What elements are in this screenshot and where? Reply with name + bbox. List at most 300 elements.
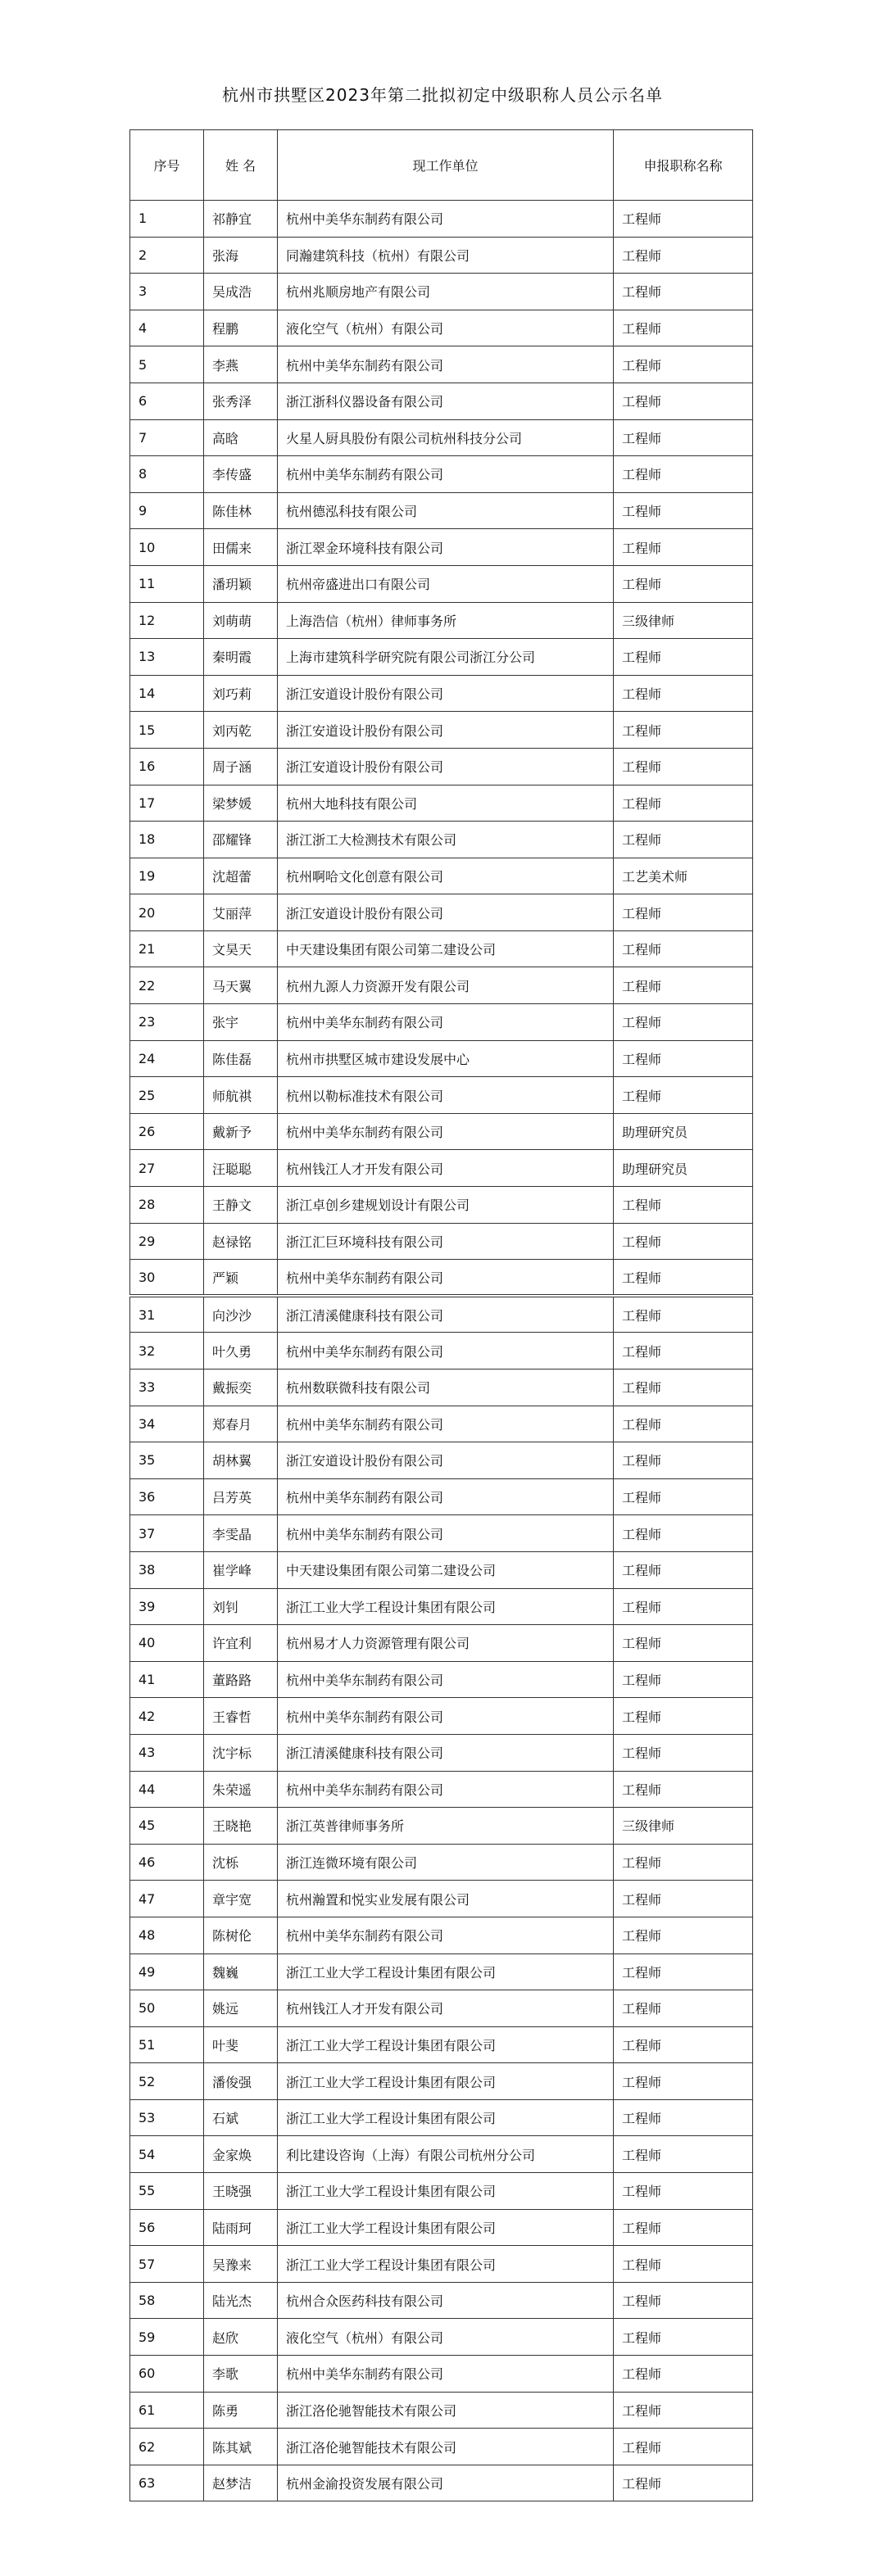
cell-employer: 浙江英普律师事务所: [278, 1808, 614, 1845]
cell-employer: 杭州帝盛进出口有限公司: [278, 565, 614, 602]
cell-employer: 杭州合众医药科技有限公司: [278, 2282, 614, 2319]
cell-index: 49: [130, 1954, 204, 1990]
table-row: [130, 1077, 753, 1114]
cell-name: 秦明霞: [204, 639, 278, 676]
table-row: [130, 274, 753, 310]
cell-name: 戴新予: [204, 1113, 278, 1150]
cell-name: 胡林翼: [204, 1442, 278, 1479]
table-row: [130, 712, 753, 749]
table-row: [130, 2465, 753, 2501]
cell-index: 42: [130, 1698, 204, 1735]
cell-name: 师航祺: [204, 1077, 278, 1114]
cell-employer: 杭州金渝投资发展有限公司: [278, 2465, 614, 2501]
table-row: [130, 237, 753, 274]
cell-employer: 浙江工业大学工程设计集团有限公司: [278, 2099, 614, 2136]
cell-title: 工程师: [614, 565, 753, 602]
cell-index: 34: [130, 1406, 204, 1442]
table-row: [130, 639, 753, 676]
cell-name: 沈超蕾: [204, 858, 278, 894]
cell-employer: 浙江洛伦驰智能技术有限公司: [278, 2392, 614, 2429]
cell-title: 工程师: [614, 310, 753, 346]
cell-title: 工程师: [614, 967, 753, 1004]
cell-name: 王静文: [204, 1187, 278, 1224]
cell-name: 陈树伦: [204, 1917, 278, 1954]
cell-name: 陆光杰: [204, 2282, 278, 2319]
table-row: [130, 565, 753, 602]
table-row: [130, 346, 753, 383]
cell-index: 16: [130, 748, 204, 785]
cell-index: 52: [130, 2063, 204, 2100]
cell-index: 24: [130, 1040, 204, 1077]
table-row: [130, 785, 753, 822]
cell-name: 张秀泽: [204, 383, 278, 419]
cell-title: 工程师: [614, 2209, 753, 2246]
cell-name: 马天翼: [204, 967, 278, 1004]
cell-employer: 杭州中美华东制药有限公司: [278, 1333, 614, 1369]
table-row: [130, 1296, 753, 1333]
cell-title: 三级律师: [614, 602, 753, 639]
cell-employer: 杭州中美华东制药有限公司: [278, 1406, 614, 1442]
cell-employer: 浙江工业大学工程设计集团有限公司: [278, 1588, 614, 1625]
cell-name: 祁静宜: [204, 201, 278, 238]
cell-index: 60: [130, 2356, 204, 2393]
cell-title: 工程师: [614, 492, 753, 529]
table-body: [130, 201, 753, 2501]
cell-name: 石斌: [204, 2099, 278, 2136]
cell-name: 刘巧莉: [204, 675, 278, 712]
cell-name: 金家焕: [204, 2136, 278, 2173]
cell-employer: 杭州中美华东制药有限公司: [278, 1515, 614, 1552]
cell-employer: 杭州钱江人才开发有限公司: [278, 1150, 614, 1187]
cell-employer: 杭州中美华东制药有限公司: [278, 2356, 614, 2393]
cell-name: 朱荣遥: [204, 1771, 278, 1808]
cell-name: 赵梦洁: [204, 2465, 278, 2501]
cell-title: 工程师: [614, 2173, 753, 2210]
cell-name: 张海: [204, 237, 278, 274]
cell-employer: 上海浩信（杭州）律师事务所: [278, 602, 614, 639]
cell-index: 22: [130, 967, 204, 1004]
cell-index: 20: [130, 894, 204, 931]
cell-title: 工程师: [614, 1187, 753, 1224]
cell-employer: 浙江工业大学工程设计集团有限公司: [278, 2173, 614, 2210]
cell-name: 董路路: [204, 1661, 278, 1698]
cell-index: 31: [130, 1296, 204, 1333]
table-row: [130, 383, 753, 419]
cell-name: 刘丙乾: [204, 712, 278, 749]
cell-title: 工程师: [614, 383, 753, 419]
cell-index: 43: [130, 1734, 204, 1771]
table-row: [130, 1625, 753, 1662]
cell-employer: 利比建设咨询（上海）有限公司杭州分公司: [278, 2136, 614, 2173]
cell-name: 邵耀锋: [204, 822, 278, 858]
cell-employer: 杭州以勒标准技术有限公司: [278, 1077, 614, 1114]
cell-title: 工程师: [614, 1844, 753, 1881]
cell-name: 李传盛: [204, 456, 278, 493]
cell-title: 工艺美术师: [614, 858, 753, 894]
cell-employer: 中天建设集团有限公司第二建设公司: [278, 1551, 614, 1588]
table-row: [130, 1187, 753, 1224]
cell-title: 工程师: [614, 1333, 753, 1369]
table-row: [130, 2209, 753, 2246]
cell-index: 1: [130, 201, 204, 238]
cell-index: 11: [130, 565, 204, 602]
cell-name: 田儒来: [204, 529, 278, 566]
cell-name: 姚远: [204, 1990, 278, 2027]
table-row: [130, 1369, 753, 1406]
cell-title: 工程师: [614, 1369, 753, 1406]
cell-title: 工程师: [614, 1296, 753, 1333]
cell-name: 向沙沙: [204, 1296, 278, 1333]
cell-name: 李燕: [204, 346, 278, 383]
table-row: [130, 1004, 753, 1041]
cell-name: 许宜利: [204, 1625, 278, 1662]
table-row: [130, 748, 753, 785]
cell-employer: 浙江卓创乡建规划设计有限公司: [278, 1187, 614, 1224]
cell-index: 18: [130, 822, 204, 858]
table-row: [130, 2026, 753, 2063]
cell-title: 工程师: [614, 639, 753, 676]
table-row: [130, 310, 753, 346]
table-row: [130, 1113, 753, 1150]
table-row: [130, 2429, 753, 2465]
table-row: [130, 1333, 753, 1369]
cell-index: 27: [130, 1150, 204, 1187]
table-row: [130, 894, 753, 931]
cell-name: 严颖: [204, 1260, 278, 1297]
cell-name: 戴振奕: [204, 1369, 278, 1406]
cell-index: 10: [130, 529, 204, 566]
cell-index: 48: [130, 1917, 204, 1954]
cell-employer: 杭州中美华东制药有限公司: [278, 1260, 614, 1297]
cell-title: 工程师: [614, 785, 753, 822]
cell-index: 38: [130, 1551, 204, 1588]
cell-title: 工程师: [614, 2026, 753, 2063]
cell-employer: 杭州瀚置和悦实业发展有限公司: [278, 1881, 614, 1917]
header-title: 申报职称名称: [614, 130, 753, 201]
cell-employer: 杭州易才人力资源管理有限公司: [278, 1625, 614, 1662]
cell-index: 45: [130, 1808, 204, 1845]
cell-employer: 浙江清溪健康科技有限公司: [278, 1734, 614, 1771]
cell-index: 33: [130, 1369, 204, 1406]
table-row: [130, 1040, 753, 1077]
cell-title: 工程师: [614, 201, 753, 238]
table-row: [130, 419, 753, 456]
cell-title: 工程师: [614, 2392, 753, 2429]
cell-index: 55: [130, 2173, 204, 2210]
cell-employer: 浙江工业大学工程设计集团有限公司: [278, 2246, 614, 2283]
cell-name: 赵欣: [204, 2319, 278, 2356]
table-row: [130, 1551, 753, 1588]
cell-title: 工程师: [614, 822, 753, 858]
cell-title: 工程师: [614, 1881, 753, 1917]
table-row: [130, 529, 753, 566]
cell-employer: 杭州中美华东制药有限公司: [278, 201, 614, 238]
cell-employer: 杭州中美华东制药有限公司: [278, 1478, 614, 1515]
cell-name: 沈栎: [204, 1844, 278, 1881]
cell-title: 助理研究员: [614, 1113, 753, 1150]
cell-title: 工程师: [614, 2282, 753, 2319]
cell-index: 2: [130, 237, 204, 274]
table-row: [130, 1515, 753, 1552]
cell-title: 工程师: [614, 1771, 753, 1808]
cell-index: 63: [130, 2465, 204, 2501]
header-employer: 现工作单位: [278, 130, 614, 201]
cell-title: 工程师: [614, 2099, 753, 2136]
cell-employer: 浙江工业大学工程设计集团有限公司: [278, 2026, 614, 2063]
cell-employer: 上海市建筑科学研究院有限公司浙江分公司: [278, 639, 614, 676]
cell-title: 工程师: [614, 346, 753, 383]
cell-title: 工程师: [614, 748, 753, 785]
cell-title: 工程师: [614, 1625, 753, 1662]
cell-name: 赵禄铭: [204, 1223, 278, 1260]
cell-employer: 杭州兆顺房地产有限公司: [278, 274, 614, 310]
cell-title: 工程师: [614, 1661, 753, 1698]
header-index: 序号: [130, 130, 204, 201]
cell-index: 51: [130, 2026, 204, 2063]
table-row: [130, 1661, 753, 1698]
cell-employer: 杭州中美华东制药有限公司: [278, 1113, 614, 1150]
cell-title: 工程师: [614, 2246, 753, 2283]
cell-name: 李歌: [204, 2356, 278, 2393]
cell-title: 工程师: [614, 2356, 753, 2393]
cell-title: 工程师: [614, 456, 753, 493]
cell-employer: 杭州啊哈文化创意有限公司: [278, 858, 614, 894]
table-row: [130, 456, 753, 493]
table-row: [130, 1260, 753, 1297]
cell-index: 54: [130, 2136, 204, 2173]
cell-name: 陈佳林: [204, 492, 278, 529]
cell-title: 工程师: [614, 2465, 753, 2501]
cell-index: 44: [130, 1771, 204, 1808]
table-row: [130, 2392, 753, 2429]
cell-index: 36: [130, 1478, 204, 1515]
cell-title: 工程师: [614, 2136, 753, 2173]
cell-employer: 浙江浙科仪器设备有限公司: [278, 383, 614, 419]
header-name: 姓 名: [204, 130, 278, 201]
cell-index: 3: [130, 274, 204, 310]
cell-name: 王睿哲: [204, 1698, 278, 1735]
cell-title: 工程师: [614, 1040, 753, 1077]
cell-index: 58: [130, 2282, 204, 2319]
cell-index: 5: [130, 346, 204, 383]
cell-employer: 杭州德泓科技有限公司: [278, 492, 614, 529]
cell-index: 23: [130, 1004, 204, 1041]
table-row: [130, 2246, 753, 2283]
cell-name: 刘萌萌: [204, 602, 278, 639]
cell-index: 37: [130, 1515, 204, 1552]
cell-index: 41: [130, 1661, 204, 1698]
cell-index: 39: [130, 1588, 204, 1625]
table-row: [130, 1990, 753, 2027]
cell-name: 程鹏: [204, 310, 278, 346]
table-row: [130, 1588, 753, 1625]
cell-employer: 杭州中美华东制药有限公司: [278, 1661, 614, 1698]
cell-employer: 火星人厨具股份有限公司杭州科技分公司: [278, 419, 614, 456]
cell-index: 12: [130, 602, 204, 639]
cell-index: 40: [130, 1625, 204, 1662]
cell-title: 工程师: [614, 2063, 753, 2100]
cell-name: 艾丽萍: [204, 894, 278, 931]
cell-name: 吴豫来: [204, 2246, 278, 2283]
cell-name: 高晗: [204, 419, 278, 456]
cell-title: 工程师: [614, 529, 753, 566]
cell-name: 吴成浩: [204, 274, 278, 310]
cell-name: 郑春月: [204, 1406, 278, 1442]
cell-employer: 浙江安道设计股份有限公司: [278, 675, 614, 712]
cell-employer: 浙江洛伦驰智能技术有限公司: [278, 2429, 614, 2465]
cell-title: 工程师: [614, 1260, 753, 1297]
table-row: [130, 602, 753, 639]
cell-employer: 浙江连微环境有限公司: [278, 1844, 614, 1881]
table-row: [130, 1150, 753, 1187]
cell-index: 30: [130, 1260, 204, 1297]
cell-title: 工程师: [614, 1990, 753, 2027]
table-row: [130, 492, 753, 529]
cell-index: 46: [130, 1844, 204, 1881]
cell-index: 14: [130, 675, 204, 712]
page-title: 杭州市拱墅区2023年第二批拟初定中级职称人员公示名单: [222, 85, 663, 105]
cell-index: 57: [130, 2246, 204, 2283]
cell-index: 26: [130, 1113, 204, 1150]
cell-name: 叶久勇: [204, 1333, 278, 1369]
cell-name: 沈宇标: [204, 1734, 278, 1771]
cell-index: 32: [130, 1333, 204, 1369]
cell-index: 25: [130, 1077, 204, 1114]
table-row: [130, 967, 753, 1004]
cell-name: 刘钊: [204, 1588, 278, 1625]
table-row: [130, 1881, 753, 1917]
table-row: [130, 1442, 753, 1479]
cell-index: 61: [130, 2392, 204, 2429]
table-row: [130, 2319, 753, 2356]
table-row: [130, 2282, 753, 2319]
table-row: [130, 2356, 753, 2393]
cell-title: 工程师: [614, 1077, 753, 1114]
cell-employer: 杭州市拱墅区城市建设发展中心: [278, 1040, 614, 1077]
cell-employer: 杭州中美华东制药有限公司: [278, 1917, 614, 1954]
table-row: [130, 2063, 753, 2100]
cell-index: 53: [130, 2099, 204, 2136]
cell-employer: 浙江汇巨环境科技有限公司: [278, 1223, 614, 1260]
table-row: [130, 858, 753, 894]
cell-title: 工程师: [614, 237, 753, 274]
cell-employer: 浙江翠金环境科技有限公司: [278, 529, 614, 566]
cell-name: 汪聪聪: [204, 1150, 278, 1187]
cell-title: 工程师: [614, 1223, 753, 1260]
cell-title: 工程师: [614, 930, 753, 967]
cell-index: 29: [130, 1223, 204, 1260]
table-row: [130, 1917, 753, 1954]
roster-table: [129, 129, 753, 2501]
cell-title: 工程师: [614, 1004, 753, 1041]
cell-employer: 浙江清溪健康科技有限公司: [278, 1296, 614, 1333]
cell-employer: 浙江浙工大检测技术有限公司: [278, 822, 614, 858]
cell-index: 35: [130, 1442, 204, 1479]
cell-title: 工程师: [614, 1734, 753, 1771]
cell-employer: 杭州中美华东制药有限公司: [278, 1698, 614, 1735]
table-row: [130, 2099, 753, 2136]
cell-employer: 杭州中美华东制药有限公司: [278, 1771, 614, 1808]
cell-index: 15: [130, 712, 204, 749]
cell-name: 叶斐: [204, 2026, 278, 2063]
cell-title: 工程师: [614, 1954, 753, 1990]
table-row: [130, 1478, 753, 1515]
cell-title: 工程师: [614, 419, 753, 456]
cell-employer: 液化空气（杭州）有限公司: [278, 2319, 614, 2356]
table-row: [130, 201, 753, 238]
cell-employer: 液化空气（杭州）有限公司: [278, 310, 614, 346]
cell-title: 工程师: [614, 1478, 753, 1515]
cell-employer: 同瀚建筑科技（杭州）有限公司: [278, 237, 614, 274]
table-row: [130, 1954, 753, 1990]
cell-employer: 杭州中美华东制药有限公司: [278, 346, 614, 383]
cell-index: 56: [130, 2209, 204, 2246]
cell-employer: 杭州九源人力资源开发有限公司: [278, 967, 614, 1004]
cell-employer: 浙江安道设计股份有限公司: [278, 1442, 614, 1479]
table-row: [130, 1223, 753, 1260]
cell-name: 章宇宽: [204, 1881, 278, 1917]
cell-employer: 浙江工业大学工程设计集团有限公司: [278, 2209, 614, 2246]
cell-name: 潘玥颖: [204, 565, 278, 602]
cell-index: 4: [130, 310, 204, 346]
cell-title: 工程师: [614, 894, 753, 931]
cell-employer: 浙江工业大学工程设计集团有限公司: [278, 1954, 614, 1990]
cell-title: 工程师: [614, 2319, 753, 2356]
table-row: [130, 1771, 753, 1808]
table-header-row: [130, 130, 753, 201]
cell-employer: 浙江安道设计股份有限公司: [278, 748, 614, 785]
table-row: [130, 1698, 753, 1735]
cell-title: 工程师: [614, 2429, 753, 2465]
cell-name: 陆雨珂: [204, 2209, 278, 2246]
cell-title: 工程师: [614, 1515, 753, 1552]
table-row: [130, 1844, 753, 1881]
cell-employer: 浙江安道设计股份有限公司: [278, 894, 614, 931]
cell-name: 梁梦媛: [204, 785, 278, 822]
cell-name: 吕芳英: [204, 1478, 278, 1515]
cell-index: 7: [130, 419, 204, 456]
cell-employer: 浙江工业大学工程设计集团有限公司: [278, 2063, 614, 2100]
cell-index: 47: [130, 1881, 204, 1917]
cell-name: 李雯晶: [204, 1515, 278, 1552]
cell-title: 工程师: [614, 1406, 753, 1442]
cell-name: 魏巍: [204, 1954, 278, 1990]
table-row: [130, 1406, 753, 1442]
cell-title: 工程师: [614, 1442, 753, 1479]
table-row: [130, 822, 753, 858]
cell-title: 工程师: [614, 1551, 753, 1588]
cell-index: 59: [130, 2319, 204, 2356]
cell-index: 9: [130, 492, 204, 529]
cell-title: 三级律师: [614, 1808, 753, 1845]
table-row: [130, 2173, 753, 2210]
cell-name: 周子涵: [204, 748, 278, 785]
cell-index: 21: [130, 930, 204, 967]
cell-index: 8: [130, 456, 204, 493]
table-row: [130, 1808, 753, 1845]
cell-name: 潘俊强: [204, 2063, 278, 2100]
cell-title: 工程师: [614, 675, 753, 712]
cell-employer: 杭州钱江人才开发有限公司: [278, 1990, 614, 2027]
cell-title: 助理研究员: [614, 1150, 753, 1187]
cell-title: 工程师: [614, 1698, 753, 1735]
cell-employer: 杭州中美华东制药有限公司: [278, 456, 614, 493]
cell-name: 陈其斌: [204, 2429, 278, 2465]
cell-index: 6: [130, 383, 204, 419]
cell-title: 工程师: [614, 1588, 753, 1625]
cell-name: 崔学峰: [204, 1551, 278, 1588]
table-row: [130, 930, 753, 967]
